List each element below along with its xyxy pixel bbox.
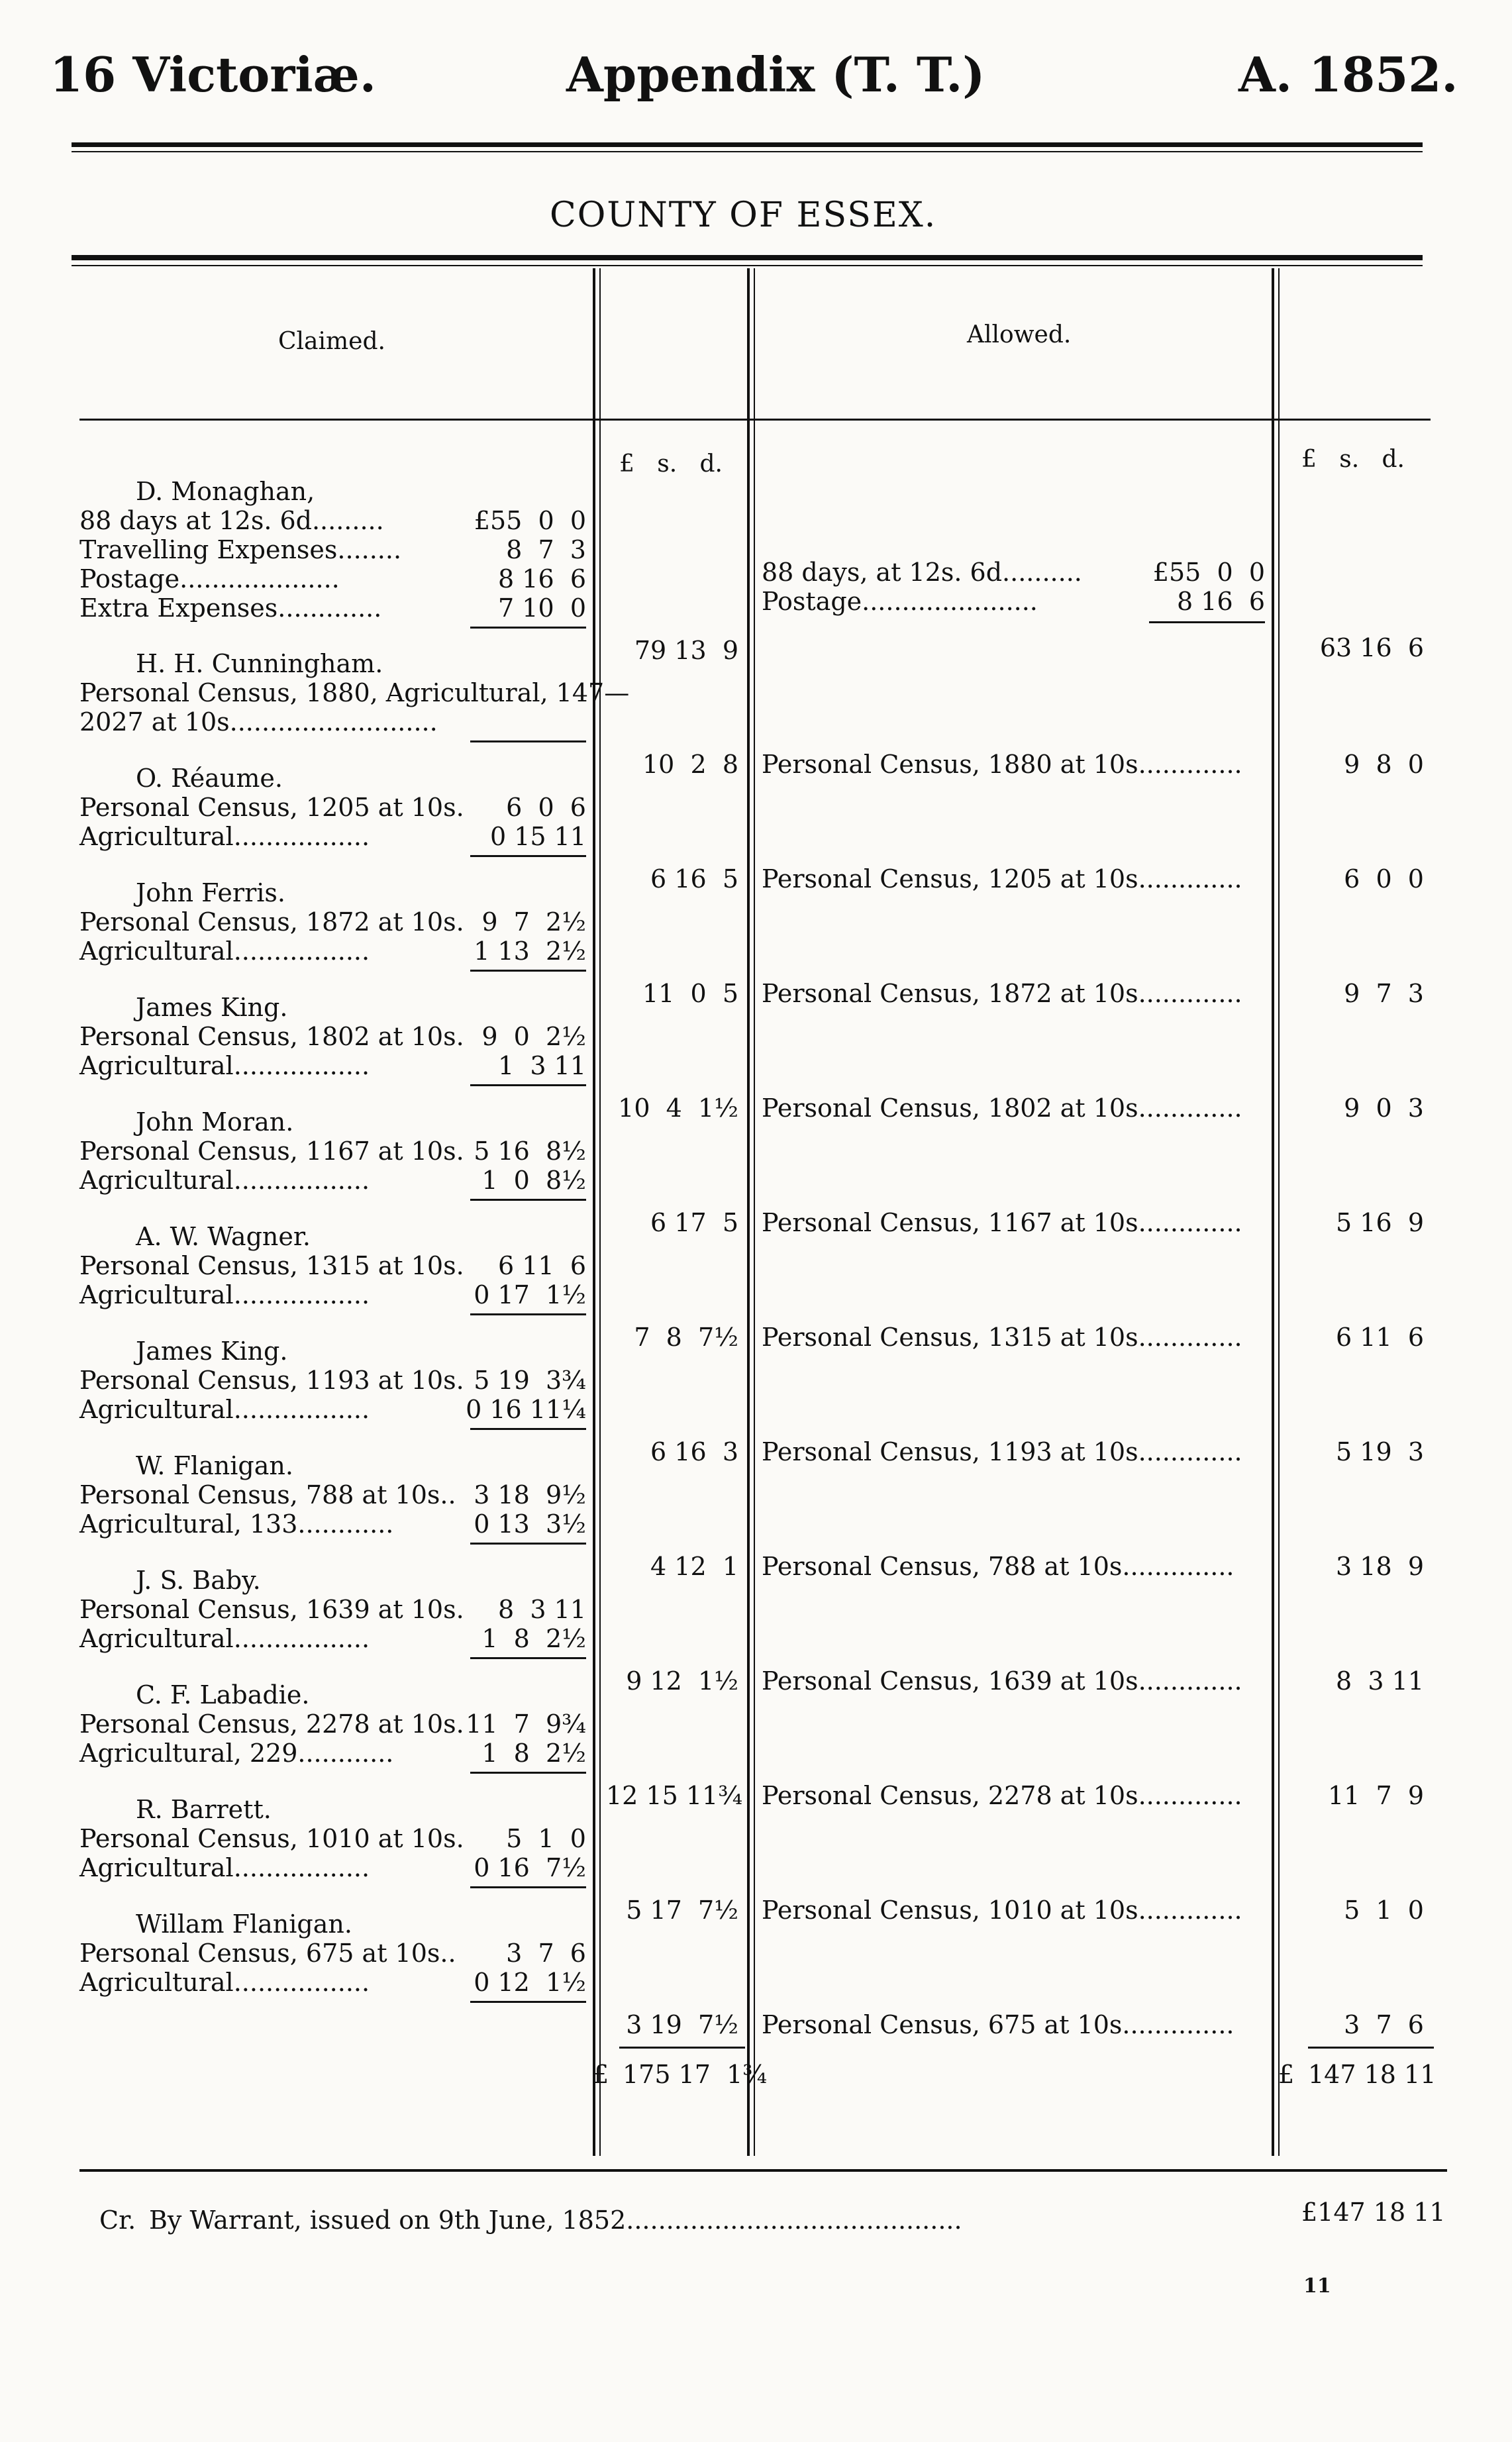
allowed-line-amount: 8 16 6 <box>1177 587 1265 616</box>
header-rule-thin <box>72 151 1423 152</box>
claimed-total: 9 12 1½ <box>626 1666 738 1696</box>
claimed-line-amount: 1 13 2½ <box>474 937 586 966</box>
claimed-line-text: Agricultural................. <box>79 1051 370 1080</box>
entry-name: R. Barrett. <box>136 1795 272 1824</box>
heading-rule <box>79 419 1431 421</box>
allowed-lsd-heading: £ s. d. <box>1301 446 1405 473</box>
allowed-pound-sign: £ <box>1278 2060 1295 2089</box>
header-left: 16 Victoriæ. <box>50 46 376 103</box>
entry-name: O. Réaume. <box>136 764 283 793</box>
claimed-line-amount: 6 0 6 <box>506 793 586 822</box>
claimed-total: 6 17 5 <box>650 1208 738 1237</box>
claimed-line-text: Personal Census, 788 at 10s.. <box>79 1480 456 1509</box>
claimed-line-text: Personal Census, 1802 at 10s. <box>79 1022 464 1051</box>
column-rule-3 <box>1272 268 1274 2156</box>
claimed-total: 79 13 9 <box>634 636 738 665</box>
claimed-total: 6 16 3 <box>650 1437 738 1466</box>
claimed-line-amount: 9 7 2½ <box>481 907 586 937</box>
claimed-subtotal-rule <box>470 627 586 629</box>
entry-name: John Moran. <box>136 1107 294 1137</box>
header-right: A. 1852. <box>1238 46 1458 103</box>
allowed-total: 9 7 3 <box>1344 979 1424 1008</box>
claimed-subtotal-rule <box>470 1886 586 1888</box>
claimed-subtotal-rule <box>470 1428 586 1430</box>
credit-text: By Warrant, issued on 9th June, 1852.......................................... <box>149 2206 962 2235</box>
claimed-line-text: Personal Census, 1880, Agricultural, 147— <box>79 678 630 707</box>
claimed-grand-total: 175 17 1¾ <box>623 2060 768 2089</box>
allowed-total: 5 16 9 <box>1336 1208 1424 1237</box>
claimed-line-amount: 3 7 6 <box>506 1939 586 1968</box>
claimed-line-amount: 0 13 3½ <box>474 1509 586 1539</box>
title-rule <box>72 255 1423 260</box>
allowed-heading: Allowed. <box>967 321 1072 348</box>
claimed-total: 4 12 1 <box>650 1552 738 1581</box>
claimed-line-amount: 1 8 2½ <box>481 1739 586 1768</box>
title-rule-thin <box>72 265 1423 266</box>
claimed-line-amount: 5 16 8½ <box>474 1137 586 1166</box>
claimed-line-amount: 11 7 9¾ <box>466 1709 586 1739</box>
claimed-line-text: 88 days at 12s. 6d......... <box>79 506 384 535</box>
claimed-total: 7 8 7½ <box>634 1323 738 1352</box>
claimed-line-amount: 0 12 1½ <box>474 1968 586 1997</box>
claimed-line-amount: 9 0 2½ <box>481 1022 586 1051</box>
claimed-subtotal-rule <box>470 1313 586 1315</box>
claimed-line-text: Personal Census, 675 at 10s.. <box>79 1939 456 1968</box>
claimed-subtotal-rule <box>470 1657 586 1659</box>
claimed-line-amount: £55 0 0 <box>474 506 586 535</box>
allowed-total: 11 7 9 <box>1327 1781 1424 1810</box>
claimed-line-amount: 3 18 9½ <box>474 1480 586 1509</box>
allowed-line-text: Personal Census, 1193 at 10s............. <box>762 1437 1242 1466</box>
header-center: Appendix (T. T.) <box>566 46 985 103</box>
claimed-subtotal-rule <box>470 2001 586 2003</box>
claimed-line-amount: 8 3 11 <box>498 1595 586 1624</box>
allowed-line-text: Personal Census, 1880 at 10s............. <box>762 750 1242 779</box>
claimed-line-text: Personal Census, 1315 at 10s. <box>79 1251 464 1280</box>
allowed-line-text: Personal Census, 1205 at 10s............. <box>762 864 1242 893</box>
column-rule-2 <box>747 268 750 2156</box>
claimed-total: 10 4 1½ <box>618 1094 738 1123</box>
claimed-total: 11 0 5 <box>642 979 738 1008</box>
claimed-line-amount: 0 17 1½ <box>474 1280 586 1309</box>
credit-label: Cr. <box>99 2206 136 2235</box>
entry-name: Willam Flanigan. <box>136 1909 352 1939</box>
claimed-line-amount: 5 19 3¾ <box>474 1366 586 1395</box>
entry-name: W. Flanigan. <box>136 1451 293 1480</box>
claimed-subtotal-rule <box>470 1772 586 1774</box>
claimed-line-text: Personal Census, 1167 at 10s. <box>79 1137 464 1166</box>
claimed-line-amount: 1 0 8½ <box>481 1166 586 1195</box>
allowed-line-text: Personal Census, 1872 at 10s............. <box>762 979 1242 1008</box>
allowed-total: 3 18 9 <box>1336 1552 1424 1581</box>
claimed-total: 3 19 7½ <box>626 2010 738 2039</box>
claimed-line-text: 2027 at 10s.......................... <box>79 707 438 737</box>
claimed-subtotal-rule <box>470 855 586 857</box>
claimed-subtotal-rule <box>470 740 586 742</box>
claimed-line-amount: 7 10 0 <box>498 593 586 623</box>
header-rule <box>72 142 1423 147</box>
page-title: COUNTY OF ESSEX. <box>550 195 937 235</box>
allowed-line-text: Personal Census, 2278 at 10s............. <box>762 1781 1242 1810</box>
allowed-line-text: Personal Census, 1167 at 10s............. <box>762 1208 1242 1237</box>
entry-name: J. S. Baby. <box>136 1566 261 1595</box>
claimed-line-amount: 0 16 7½ <box>474 1853 586 1882</box>
allowed-total: 8 3 11 <box>1336 1666 1424 1696</box>
column-rule-1 <box>593 268 595 2156</box>
claimed-line-text: Agricultural................. <box>79 1624 370 1653</box>
allowed-line-amount: £55 0 0 <box>1152 558 1265 587</box>
entry-name: A. W. Wagner. <box>136 1222 311 1251</box>
allowed-line-text: Postage...................... <box>762 587 1038 616</box>
claimed-line-text: Agricultural................. <box>79 1395 370 1424</box>
claimed-line-text: Postage.................... <box>79 564 340 593</box>
claimed-line-text: Agricultural................. <box>79 1968 370 1997</box>
claimed-total: 6 16 5 <box>650 864 738 893</box>
claimed-line-text: Agricultural................. <box>79 1853 370 1882</box>
claimed-line-text: Agricultural, 229............ <box>79 1739 394 1768</box>
claimed-line-amount: 1 3 11 <box>498 1051 586 1080</box>
allowed-total: 9 0 3 <box>1344 1094 1424 1123</box>
claimed-line-text: Agricultural, 133............ <box>79 1509 394 1539</box>
claimed-total: 10 2 8 <box>642 750 738 779</box>
allowed-line-text: Personal Census, 675 at 10s.............. <box>762 2010 1235 2039</box>
claimed-line-text: Personal Census, 1872 at 10s. <box>79 907 464 937</box>
allowed-total: 6 11 6 <box>1336 1323 1424 1352</box>
entry-name: James King. <box>136 1337 288 1366</box>
claimed-line-amount: 6 11 6 <box>498 1251 586 1280</box>
allowed-total: 63 16 6 <box>1319 633 1424 662</box>
allowed-line-text: Personal Census, 1802 at 10s............. <box>762 1094 1242 1123</box>
claimed-total: 12 15 11¾ <box>606 1781 743 1810</box>
allowed-line-text: Personal Census, 1010 at 10s............. <box>762 1896 1242 1925</box>
claimed-line-text: Agricultural................. <box>79 1280 370 1309</box>
allowed-line-text: Personal Census, 1315 at 10s............. <box>762 1323 1242 1352</box>
allowed-line-text: Personal Census, 788 at 10s.............. <box>762 1552 1235 1581</box>
allowed-total: 5 1 0 <box>1344 1896 1424 1925</box>
allowed-line-text: Personal Census, 1639 at 10s............. <box>762 1666 1242 1696</box>
allowed-total: 5 19 3 <box>1336 1437 1424 1466</box>
claimed-total: 5 17 7½ <box>626 1896 738 1925</box>
claimed-heading: Claimed. <box>278 328 385 355</box>
claimed-line-amount: 1 8 2½ <box>481 1624 586 1653</box>
allowed-line-text: 88 days, at 12s. 6d.......... <box>762 558 1082 587</box>
claimed-subtotal-rule <box>470 1543 586 1545</box>
allowed-grand-total: 147 18 11 <box>1308 2060 1436 2089</box>
entry-name: D. Monaghan, <box>136 477 315 506</box>
allowed-total: 6 0 0 <box>1344 864 1424 893</box>
claimed-subtotal-rule <box>470 1084 586 1086</box>
column-rule-2b <box>754 268 755 2156</box>
claimed-line-text: Personal Census, 2278 at 10s. <box>79 1709 464 1739</box>
claimed-line-text: Agricultural................. <box>79 937 370 966</box>
claimed-line-text: Travelling Expenses........ <box>79 535 402 564</box>
claimed-line-text: Personal Census, 1205 at 10s. <box>79 793 464 822</box>
claimed-pound-sign: £ <box>593 2060 609 2089</box>
claimed-line-text: Agricultural................. <box>79 1166 370 1195</box>
claimed-line-text: Personal Census, 1193 at 10s. <box>79 1366 464 1395</box>
claimed-line-amount: 8 7 3 <box>506 535 586 564</box>
claimed-line-amount: 5 1 0 <box>506 1824 586 1853</box>
allowed-subtotal-rule <box>1149 621 1265 623</box>
entry-name: John Ferris. <box>136 878 285 907</box>
credit-rule <box>79 2169 1447 2172</box>
claimed-subtotal-rule <box>470 970 586 972</box>
allowed-total: 3 7 6 <box>1344 2010 1424 2039</box>
column-rule-3b <box>1278 268 1280 2156</box>
claimed-line-text: Personal Census, 1010 at 10s. <box>79 1824 464 1853</box>
claimed-line-text: Extra Expenses............. <box>79 593 382 623</box>
claimed-subtotal-rule <box>470 1199 586 1201</box>
entry-name: James King. <box>136 993 288 1022</box>
entry-name: H. H. Cunningham. <box>136 649 383 678</box>
claimed-line-amount: 0 15 11 <box>489 822 586 851</box>
credit-amount: £147 18 11 <box>1301 2198 1446 2227</box>
claimed-total-rule <box>619 2047 745 2049</box>
claimed-line-amount: 8 16 6 <box>498 564 586 593</box>
claimed-line-text: Personal Census, 1639 at 10s. <box>79 1595 464 1624</box>
claimed-line-amount: 0 16 11¼ <box>466 1395 586 1424</box>
allowed-total-rule <box>1308 2047 1434 2049</box>
claimed-line-text: Agricultural................. <box>79 822 370 851</box>
column-rule-1b <box>599 268 601 2156</box>
claimed-lsd-heading: £ s. d. <box>619 450 723 478</box>
allowed-total: 9 8 0 <box>1344 750 1424 779</box>
entry-name: C. F. Labadie. <box>136 1680 310 1709</box>
page-number: 11 <box>1303 2274 1331 2298</box>
